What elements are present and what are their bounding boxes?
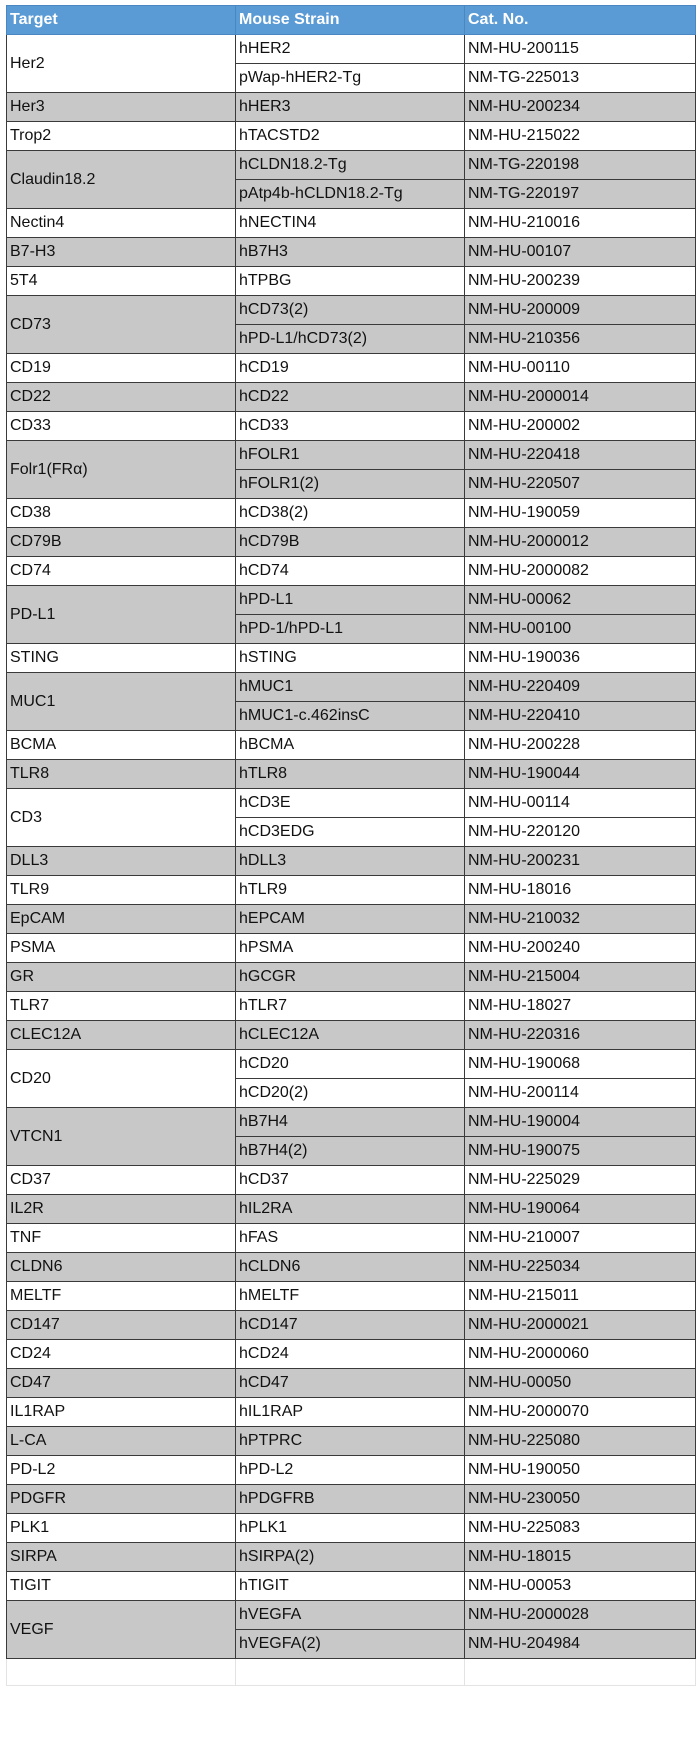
mouse-strain-cell: hFOLR1: [236, 441, 465, 470]
mouse-strain-cell: hCD22: [236, 383, 465, 412]
table-row: [7, 296, 696, 325]
table-row: [7, 93, 696, 122]
mouse-strain-cell: hCD33: [236, 412, 465, 441]
mouse-strain-cell: hB7H3: [236, 238, 465, 267]
cat-no-cell: NM-HU-2000014: [465, 383, 696, 412]
mouse-strain-cell: hHER3: [236, 93, 465, 122]
table-row: [7, 441, 696, 470]
target-cell: CD33: [7, 412, 236, 441]
cat-no-cell: NM-HU-200115: [465, 35, 696, 64]
mouse-strain-cell: hFAS: [236, 1224, 465, 1253]
target-cell: CD38: [7, 499, 236, 528]
mouse-strain-cell: hVEGFA(2): [236, 1630, 465, 1659]
cat-no-cell: NM-HU-190068: [465, 1050, 696, 1079]
target-cell: PD-L1: [7, 586, 236, 644]
target-cell: Her3: [7, 93, 236, 122]
table-row: [7, 412, 696, 441]
mouse-strain-cell: hFOLR1(2): [236, 470, 465, 499]
mouse-strain-cell: hCD20(2): [236, 1079, 465, 1108]
table-row: [7, 528, 696, 557]
target-cell: TLR9: [7, 876, 236, 905]
mouse-strain-cell: hNECTIN4: [236, 209, 465, 238]
target-cell: DLL3: [7, 847, 236, 876]
header-mouse-strain: Mouse Strain: [236, 6, 465, 35]
table-row: [7, 267, 696, 296]
target-cell: Her2: [7, 35, 236, 93]
mouse-strain-cell: hIL1RAP: [236, 1398, 465, 1427]
table-row: [7, 1485, 696, 1514]
table-row: [7, 122, 696, 151]
mouse-strain-cell: hCD3EDG: [236, 818, 465, 847]
mouse-strain-cell: hPSMA: [236, 934, 465, 963]
cat-no-cell: NM-HU-2000082: [465, 557, 696, 586]
cat-no-cell: NM-HU-18015: [465, 1543, 696, 1572]
cat-no-cell: NM-HU-220418: [465, 441, 696, 470]
mouse-strain-cell: hMUC1: [236, 673, 465, 702]
cat-no-cell: NM-HU-215011: [465, 1282, 696, 1311]
cat-no-cell: NM-HU-220409: [465, 673, 696, 702]
cat-no-cell: NM-HU-190004: [465, 1108, 696, 1137]
cat-no-cell: NM-HU-190036: [465, 644, 696, 673]
cat-no-cell: NM-HU-200002: [465, 412, 696, 441]
cat-no-cell: NM-HU-00110: [465, 354, 696, 383]
cat-no-cell: NM-HU-210007: [465, 1224, 696, 1253]
cat-no-cell: NM-HU-200114: [465, 1079, 696, 1108]
table-row: [7, 238, 696, 267]
mouse-strain-cell: hDLL3: [236, 847, 465, 876]
target-cell: SIRPA: [7, 1543, 236, 1572]
target-cell: B7-H3: [7, 238, 236, 267]
table-row: [7, 905, 696, 934]
mouse-strain-cell: hTPBG: [236, 267, 465, 296]
target-cell: IL2R: [7, 1195, 236, 1224]
cat-no-cell: NM-HU-200009: [465, 296, 696, 325]
cat-no-cell: NM-HU-230050: [465, 1485, 696, 1514]
target-cell: Nectin4: [7, 209, 236, 238]
target-cell: CD19: [7, 354, 236, 383]
table-row: [7, 760, 696, 789]
header-cat-no: Cat. No.: [465, 6, 696, 35]
mouse-strain-cell: hCD20: [236, 1050, 465, 1079]
target-cell: MELTF: [7, 1282, 236, 1311]
cat-no-cell: NM-HU-00050: [465, 1369, 696, 1398]
target-cell: STING: [7, 644, 236, 673]
cat-no-cell: NM-HU-2000070: [465, 1398, 696, 1427]
table-row: [7, 847, 696, 876]
target-cell: MUC1: [7, 673, 236, 731]
cat-no-cell: NM-HU-190050: [465, 1456, 696, 1485]
table-row: [7, 1195, 696, 1224]
target-cell: Trop2: [7, 122, 236, 151]
empty-cell: [465, 1659, 696, 1686]
table-row: [7, 1021, 696, 1050]
cat-no-cell: NM-HU-225029: [465, 1166, 696, 1195]
mouse-strain-cell: hCD24: [236, 1340, 465, 1369]
table-row: [7, 209, 696, 238]
cat-no-cell: NM-HU-215022: [465, 122, 696, 151]
mouse-strain-cell: hTLR8: [236, 760, 465, 789]
cat-no-cell: NM-HU-2000028: [465, 1601, 696, 1630]
target-cell: 5T4: [7, 267, 236, 296]
table-row: [7, 1340, 696, 1369]
table-row: [7, 789, 696, 818]
table-row: [7, 992, 696, 1021]
cat-no-cell: NM-HU-225080: [465, 1427, 696, 1456]
target-cell: CD20: [7, 1050, 236, 1108]
mouse-strain-cell: hTACSTD2: [236, 122, 465, 151]
table-row: [7, 731, 696, 760]
mouse-strain-cell: hPD-1/hPD-L1: [236, 615, 465, 644]
cat-no-cell: NM-HU-210356: [465, 325, 696, 354]
table-row: [7, 35, 696, 64]
target-cell: BCMA: [7, 731, 236, 760]
mouse-strain-cell: hVEGFA: [236, 1601, 465, 1630]
cat-no-cell: NM-HU-00100: [465, 615, 696, 644]
cat-no-cell: NM-HU-190064: [465, 1195, 696, 1224]
mouse-strain-cell: hIL2RA: [236, 1195, 465, 1224]
mouse-strain-cell: hPLK1: [236, 1514, 465, 1543]
mouse-strain-cell: hSIRPA(2): [236, 1543, 465, 1572]
mouse-strain-cell: hSTING: [236, 644, 465, 673]
empty-cell: [236, 1659, 465, 1686]
mouse-strain-cell: hCD79B: [236, 528, 465, 557]
target-cell: GR: [7, 963, 236, 992]
empty-cell: [7, 1659, 236, 1686]
table-row: [7, 1427, 696, 1456]
table-row: [7, 1224, 696, 1253]
table-row: [7, 1108, 696, 1137]
target-cell: CD37: [7, 1166, 236, 1195]
mouse-strain-cell: hTLR7: [236, 992, 465, 1021]
mouse-strain-cell: pWap-hHER2-Tg: [236, 64, 465, 93]
target-cell: PSMA: [7, 934, 236, 963]
table-row: [7, 876, 696, 905]
cat-no-cell: NM-HU-200239: [465, 267, 696, 296]
mouse-strain-cell: hTLR9: [236, 876, 465, 905]
table-row: [7, 557, 696, 586]
target-cell: IL1RAP: [7, 1398, 236, 1427]
mouse-strain-cell: hCD19: [236, 354, 465, 383]
table-row: [7, 934, 696, 963]
table-row: [7, 644, 696, 673]
cat-no-cell: NM-HU-190075: [465, 1137, 696, 1166]
target-cell: CLEC12A: [7, 1021, 236, 1050]
cat-no-cell: NM-HU-220120: [465, 818, 696, 847]
target-cell: CD74: [7, 557, 236, 586]
target-cell: TLR7: [7, 992, 236, 1021]
mouse-strain-cell: hEPCAM: [236, 905, 465, 934]
cat-no-cell: NM-HU-210016: [465, 209, 696, 238]
mouse-strain-cell: hPD-L1: [236, 586, 465, 615]
cat-no-cell: NM-HU-225034: [465, 1253, 696, 1282]
mouse-strain-cell: pAtp4b-hCLDN18.2-Tg: [236, 180, 465, 209]
table-row: [7, 151, 696, 180]
target-cell: PD-L2: [7, 1456, 236, 1485]
table-row: [7, 1398, 696, 1427]
cat-no-cell: NM-HU-2000021: [465, 1311, 696, 1340]
target-cell: VTCN1: [7, 1108, 236, 1166]
cat-no-cell: NM-HU-200234: [465, 93, 696, 122]
cat-no-cell: NM-HU-220507: [465, 470, 696, 499]
mouse-strain-cell: hPDGFRB: [236, 1485, 465, 1514]
table-row: [7, 1456, 696, 1485]
table-body: [7, 35, 696, 1686]
cat-no-cell: NM-HU-204984: [465, 1630, 696, 1659]
target-cell: CLDN6: [7, 1253, 236, 1282]
cat-no-cell: NM-HU-18016: [465, 876, 696, 905]
cat-no-cell: NM-HU-2000060: [465, 1340, 696, 1369]
target-cell: PDGFR: [7, 1485, 236, 1514]
mouse-strain-cell: hCLDN6: [236, 1253, 465, 1282]
mouse-strain-cell: hMELTF: [236, 1282, 465, 1311]
mouse-strain-cell: hCD3E: [236, 789, 465, 818]
mouse-strain-cell: hMUC1-c.462insC: [236, 702, 465, 731]
mouse-strain-cell: hCD74: [236, 557, 465, 586]
table-row: [7, 1601, 696, 1630]
cat-no-cell: NM-HU-225083: [465, 1514, 696, 1543]
mouse-strain-cell: hHER2: [236, 35, 465, 64]
target-cell: Claudin18.2: [7, 151, 236, 209]
target-cell: TLR8: [7, 760, 236, 789]
target-cell: EpCAM: [7, 905, 236, 934]
table-row: [7, 1369, 696, 1398]
empty-row: [7, 1659, 696, 1686]
cat-no-cell: NM-HU-18027: [465, 992, 696, 1021]
target-cell: CD47: [7, 1369, 236, 1398]
cat-no-cell: NM-HU-220410: [465, 702, 696, 731]
cat-no-cell: NM-HU-00053: [465, 1572, 696, 1601]
mouse-strain-cell: hCD37: [236, 1166, 465, 1195]
cat-no-cell: NM-HU-00107: [465, 238, 696, 267]
mouse-strain-cell: hPTPRC: [236, 1427, 465, 1456]
mouse-strain-cell: hCD38(2): [236, 499, 465, 528]
target-cell: Folr1(FRα): [7, 441, 236, 499]
mouse-strain-cell: hCD147: [236, 1311, 465, 1340]
table-row: [7, 1253, 696, 1282]
table-row: [7, 1166, 696, 1195]
target-cell: TIGIT: [7, 1572, 236, 1601]
mouse-strain-cell: hCD47: [236, 1369, 465, 1398]
strain-table-container: [6, 5, 696, 1686]
table-row: [7, 1311, 696, 1340]
table-row: [7, 1514, 696, 1543]
cat-no-cell: NM-TG-220197: [465, 180, 696, 209]
mouse-strain-cell: hB7H4: [236, 1108, 465, 1137]
cat-no-cell: NM-HU-00114: [465, 789, 696, 818]
mouse-strain-cell: hPD-L2: [236, 1456, 465, 1485]
cat-no-cell: NM-HU-215004: [465, 963, 696, 992]
table-row: [7, 1572, 696, 1601]
target-cell: PLK1: [7, 1514, 236, 1543]
cat-no-cell: NM-TG-225013: [465, 64, 696, 93]
target-cell: CD22: [7, 383, 236, 412]
cat-no-cell: NM-HU-00062: [465, 586, 696, 615]
mouse-strain-cell: hB7H4(2): [236, 1137, 465, 1166]
target-cell: TNF: [7, 1224, 236, 1253]
table-row: [7, 354, 696, 383]
cat-no-cell: NM-HU-2000012: [465, 528, 696, 557]
table-row: [7, 673, 696, 702]
cat-no-cell: NM-HU-190044: [465, 760, 696, 789]
table-row: [7, 383, 696, 412]
table-row: [7, 1543, 696, 1572]
mouse-strain-cell: hCLEC12A: [236, 1021, 465, 1050]
cat-no-cell: NM-HU-210032: [465, 905, 696, 934]
cat-no-cell: NM-HU-200228: [465, 731, 696, 760]
header-target: Target: [7, 6, 236, 35]
mouse-strain-cell: hTIGIT: [236, 1572, 465, 1601]
target-cell: CD79B: [7, 528, 236, 557]
target-cell: CD3: [7, 789, 236, 847]
cat-no-cell: NM-HU-220316: [465, 1021, 696, 1050]
table-row: [7, 499, 696, 528]
table-header-row: [7, 6, 696, 35]
cat-no-cell: NM-HU-200240: [465, 934, 696, 963]
target-cell: L-CA: [7, 1427, 236, 1456]
mouse-strain-cell: hGCGR: [236, 963, 465, 992]
strain-table: [6, 5, 696, 1686]
mouse-strain-cell: hCD73(2): [236, 296, 465, 325]
mouse-strain-cell: hCLDN18.2-Tg: [236, 151, 465, 180]
target-cell: CD73: [7, 296, 236, 354]
cat-no-cell: NM-HU-190059: [465, 499, 696, 528]
target-cell: VEGF: [7, 1601, 236, 1659]
table-row: [7, 586, 696, 615]
mouse-strain-cell: hPD-L1/hCD73(2): [236, 325, 465, 354]
mouse-strain-cell: hBCMA: [236, 731, 465, 760]
cat-no-cell: NM-HU-200231: [465, 847, 696, 876]
table-row: [7, 963, 696, 992]
table-row: [7, 1050, 696, 1079]
target-cell: CD24: [7, 1340, 236, 1369]
target-cell: CD147: [7, 1311, 236, 1340]
cat-no-cell: NM-TG-220198: [465, 151, 696, 180]
table-row: [7, 1282, 696, 1311]
